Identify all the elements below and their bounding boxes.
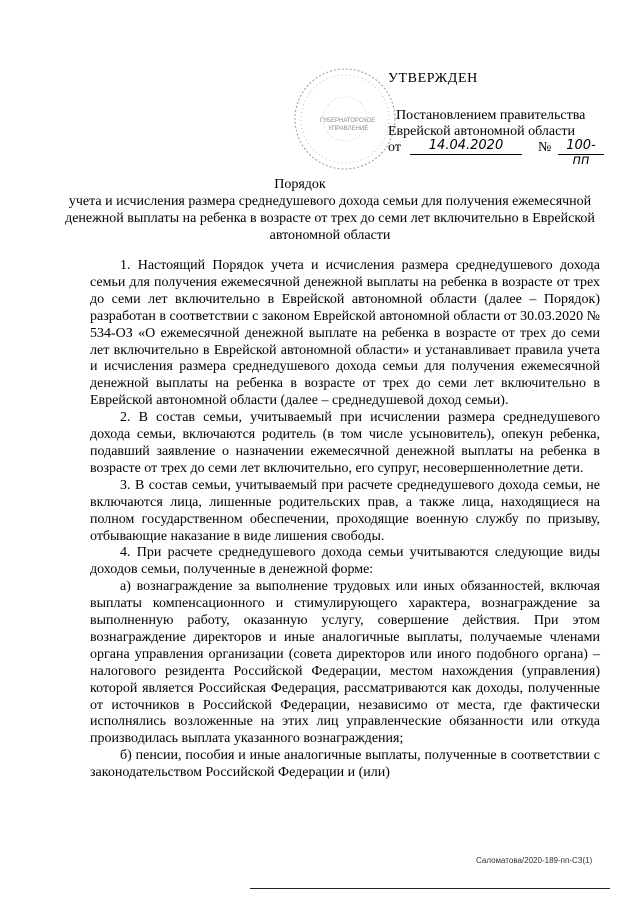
decree-date-number	[388, 138, 598, 168]
decree-line-1: Постановлением правительства	[396, 108, 586, 123]
document-subtitle: учета и исчисления размера среднедушевого дохода семьи для получения ежемесячной денежной выплаты на ребенка в возрасте от трех до семи лет включительно в Еврейской автономной области	[65, 194, 595, 243]
decree-line-2: Еврейской автономной области	[388, 124, 575, 139]
date-prefix: от	[388, 140, 401, 155]
document-footer-code: Саломатова/2020-189-пп-СЗ(1)	[476, 856, 593, 865]
svg-text:ГУБЕРНАТОРСКОЕ: ГУБЕРНАТОРСКОЕ	[320, 118, 376, 124]
document-body	[90, 258, 600, 782]
paragraph-4b: б) пенсии, пособия и иные аналогичные выплаты, полученные в соответствии с законодательством Российской Федерации и (или)	[90, 748, 600, 781]
approved-heading: УТВЕРЖДЕН	[388, 71, 478, 86]
footer-divider	[250, 888, 610, 889]
seal-stamp	[290, 64, 400, 174]
paragraph-4: 4. При расчете среднедушевого дохода семьи учитываются следующие виды доходов семьи, полученные в денежной форме:	[90, 545, 600, 578]
seal-text: УПРАВЛЕНИЕ	[328, 126, 369, 132]
approval-block	[0, 0, 640, 170]
paragraph-2: 2. В состав семьи, учитываемый при исчислении размера среднедушевого дохода семьи, включаются родитель (в том числе усыновитель), опекун ребенка, подавший заявление о назначении ежемесячной денежной выплаты на ребенка в возрасте от трех до семи лет включительно, его супруг, несовершеннолетние дети.	[90, 410, 600, 476]
document-title: Порядок	[274, 177, 326, 192]
decree-number: 100-пп	[558, 138, 604, 155]
paragraph-4a: а) вознаграждение за выполнение трудовых или иных обязанностей, включая выплаты компенсационного и стимулирующего характера, вознаграждение за выполненную работу, оказанную услугу, совершение действия. При этом вознаграждение директоров и иные аналогичные выплаты, получаемые членами органа управления организации (совета директоров или иного подобного органа) – налогового резидента Российской Федерации, местом нахождения (управления) которой является Российская Федерация, рассматриваются как доходы, полученные от источников в Российской Федерации, независимо от места, где фактически исполнялись возложенные на этих лиц управленческие обязанности или откуда производилась выплата указанного вознаграждения;	[90, 579, 600, 747]
decree-date: 14.04.2020	[410, 138, 522, 155]
paragraph-1: 1. Настоящий Порядок учета и исчисления размера среднедушевого дохода семьи для получения ежемесячной денежной выплаты на ребенка в возрасте от трех до семи лет включительно в Еврейской автономной области (далее – Порядок) разработан в соответствии с законом Еврейской автономной области от 30.03.2020 № 534-ОЗ «О ежемесячной денежной выплате на ребенка в возрасте от трех до семи лет включительно в Еврейской автономной области» и устанавливает правила учета и исчисления размера среднедушевого дохода семьи для получения ежемесячной денежной выплаты на ребенка в возрасте от трех до семи лет включительно в Еврейской автономной области (далее – среднедушевой доход семьи).	[90, 258, 600, 409]
number-prefix: №	[538, 140, 552, 155]
paragraph-3: 3. В состав семьи, учитываемый при расчете среднедушевого дохода семьи, не включаются лица, лишенные родительских прав, а также лица, находящиеся на полном государственном обеспечении, проходящие военную службу по призыву, отбывающие наказание в виде лишения свободы.	[90, 477, 600, 544]
